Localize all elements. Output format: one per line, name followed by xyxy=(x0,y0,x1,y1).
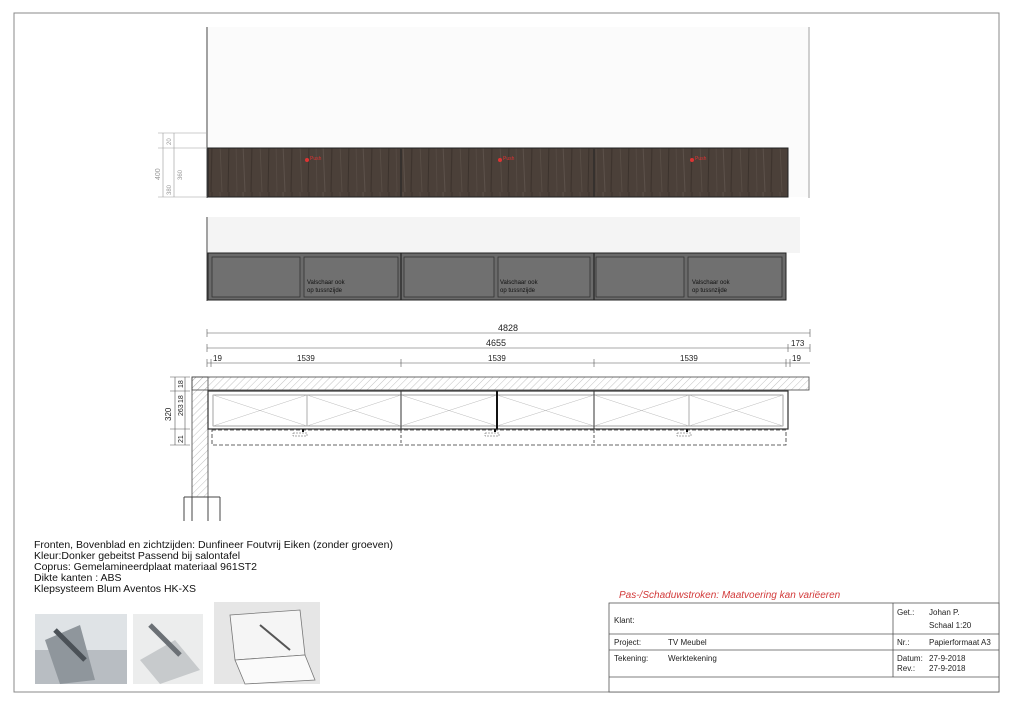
front-elevation xyxy=(155,27,809,198)
klant-label: Klant: xyxy=(614,616,635,625)
svg-text:Push: Push xyxy=(310,156,322,162)
dim-seg-5: 19 xyxy=(792,354,801,363)
note-line: Coprus: Gemelamineerdplaat materiaal 961ST2 xyxy=(34,561,257,573)
elev-dim-400: 400 xyxy=(155,168,162,180)
plan-view xyxy=(164,377,809,521)
get-value: Johan P. xyxy=(929,608,960,617)
tekening-label: Tekening: xyxy=(614,654,649,663)
dim-h-18a: 18 xyxy=(178,380,185,388)
door-note-1a: Valschaar ook xyxy=(307,280,345,286)
dim-h-263: 263 xyxy=(178,404,185,416)
get-label: Get.: xyxy=(897,608,915,617)
dim-seg-4: 1539 xyxy=(680,354,698,363)
datum-value: 27-9-2018 xyxy=(929,654,966,663)
rev-value: 27-9-2018 xyxy=(929,664,966,673)
hardware-photos xyxy=(35,602,320,684)
elev-dim-20: 20 xyxy=(167,138,173,145)
rev-label: Rev.: xyxy=(897,664,916,673)
datum-label: Datum: xyxy=(897,654,923,663)
project-value: TV Meubel xyxy=(668,638,707,647)
dim-right: 173 xyxy=(791,339,805,348)
door-note-3b: op tussnzijde xyxy=(692,288,728,294)
door-note-3a: Valschaar ook xyxy=(692,280,730,286)
dim-h-21: 21 xyxy=(178,435,185,443)
dim-overall: 4828 xyxy=(498,323,519,333)
dim-seg-2: 1539 xyxy=(297,354,315,363)
note-line: Klepsysteem Blum Aventos HK-XS xyxy=(34,583,197,595)
inner-elevation xyxy=(207,217,800,301)
project-label: Project: xyxy=(614,638,642,647)
door-note-2b: op tussnzijde xyxy=(500,288,536,294)
shadow-strip-warning: Pas-/Schaduwstroken: Maatvoering kan variëeren xyxy=(619,590,841,601)
tekening-value: Werktekening xyxy=(668,654,717,663)
dim-inner: 4655 xyxy=(486,338,507,348)
dim-seg-1: 19 xyxy=(213,354,222,363)
nr-label: Nr.: xyxy=(897,638,910,647)
plan-dimensions xyxy=(207,323,810,367)
svg-text:Push: Push xyxy=(695,156,707,162)
svg-text:Push: Push xyxy=(503,156,515,162)
note-line: Kleur:Donker gebeitst Passend bij salontafel xyxy=(34,550,241,562)
dim-height: 320 xyxy=(164,407,173,421)
door-note-2a: Valschaar ook xyxy=(500,280,538,286)
dim-seg-3: 1539 xyxy=(488,354,506,363)
material-notes xyxy=(34,540,393,595)
elev-dim-380: 380 xyxy=(167,184,173,195)
door-note-1b: op tussnzijde xyxy=(307,288,343,294)
elev-dim-360: 360 xyxy=(178,169,184,180)
scale-value: Schaal 1:20 xyxy=(929,621,972,630)
dim-h-18b: 18 xyxy=(178,395,185,403)
nr-value: Papierformaat A3 xyxy=(929,638,991,647)
note-line: Fronten, Bovenblad en zichtzijden: Dunfineer Foutvrij Eiken (zonder groeven) xyxy=(34,539,393,551)
note-line: Dikte kanten : ABS xyxy=(34,572,122,584)
